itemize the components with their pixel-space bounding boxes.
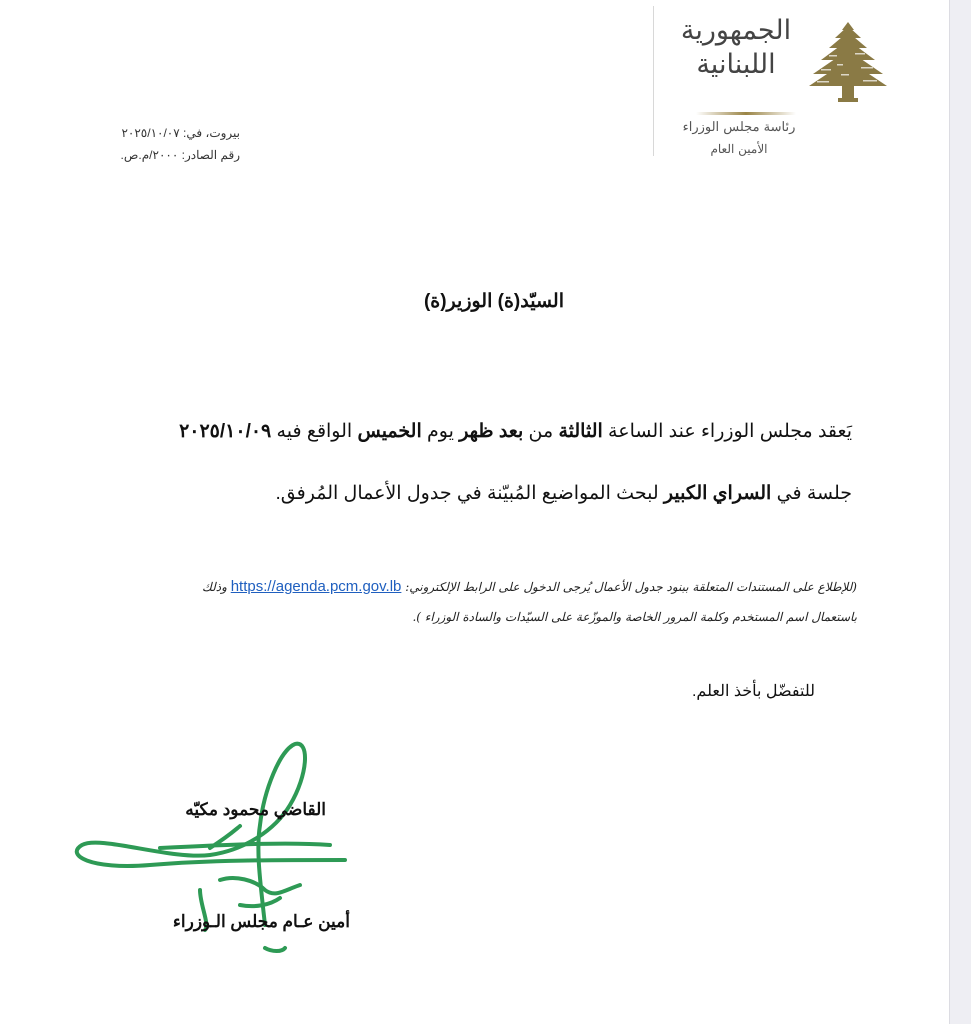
body-text: جلسة في	[771, 483, 852, 504]
body-text: من	[523, 421, 559, 442]
body-bold: بعد ظهر	[459, 421, 524, 442]
letterhead-title-line1: الجمهورية	[680, 15, 792, 46]
letterhead-department: الأمين العام	[710, 142, 768, 156]
body-text: لبحث المواضيع المُبيّنة في جدول الأعمال المُرفق.	[275, 483, 664, 504]
place-date: بيروت، في: ٢٠٢٥/١٠/٠٧	[121, 126, 240, 140]
note-text: وذلك	[201, 580, 231, 594]
reference-number: رقم الصادر: ٢٠٠٠/م.ص.	[120, 148, 240, 162]
viewer-edge	[949, 0, 971, 1024]
body-bold: الثالثة	[558, 421, 603, 442]
note-text: (للإطلاع على المستندات المتعلقة ببنود جدول الأعمال يُرجى الدخول على الرابط الإلكتروني:	[401, 580, 857, 594]
note-line-1	[115, 578, 857, 595]
cedar-tree-icon	[807, 20, 889, 104]
body-text: يوم	[421, 421, 460, 442]
document-meta	[80, 122, 240, 166]
closing-line: للتفضّل بأخذ العلم.	[691, 683, 815, 700]
body-bold: الخميس	[357, 421, 422, 442]
note-line-2: باستعمال اسم المستخدم وكلمة المرور الخاصة والموزّعة على السيّدات والسادة الوزراء ).	[412, 610, 857, 624]
meeting-date: ٢٠٢٥/١٠/٠٩	[179, 421, 272, 442]
body-line-2	[110, 482, 852, 505]
letterhead-office: رئاسة مجلس الوزراء	[682, 120, 796, 135]
agenda-link[interactable]: https://agenda.pcm.gov.lb	[230, 578, 402, 595]
body-text: الواقع فيه	[271, 421, 358, 442]
letterhead-title-line2: اللبنانية	[696, 49, 776, 80]
body-text: يَعقد مجلس الوزراء عند الساعة	[602, 421, 852, 442]
letterhead-title	[676, 14, 796, 82]
signer-title: أمين عـام مجلس الـوزراء	[172, 912, 350, 931]
meeting-venue: السراي الكبير	[663, 483, 772, 504]
salutation: السيّد(ة) الوزير(ة)	[423, 291, 564, 312]
letterhead	[653, 6, 899, 156]
letterhead-divider	[696, 112, 796, 115]
body-line-1	[110, 420, 852, 443]
signer-name: القاضي محمود مكيّه	[185, 800, 326, 819]
